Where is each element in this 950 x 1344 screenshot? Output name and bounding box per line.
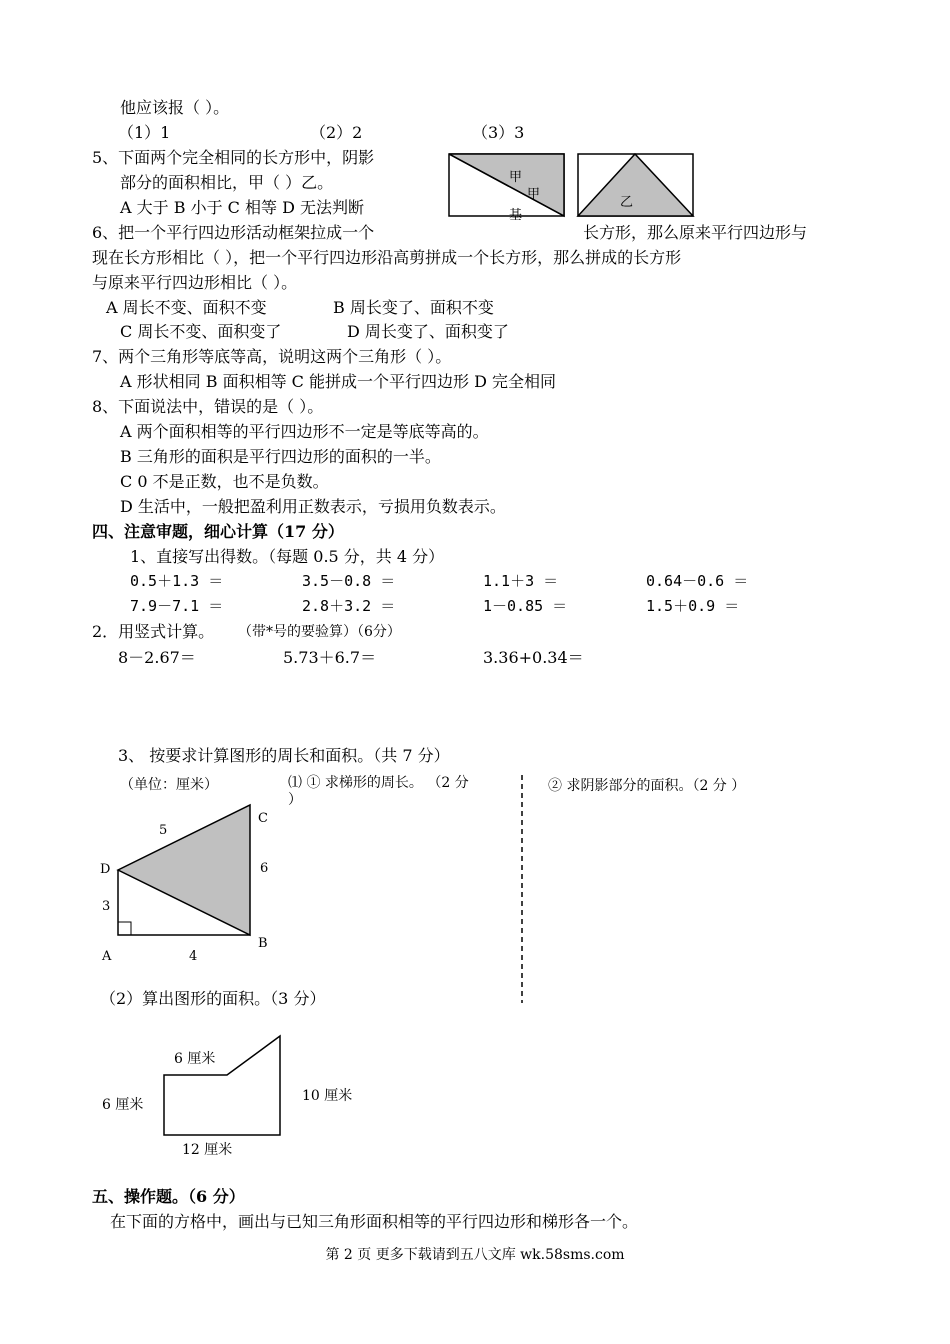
- q4-tail-line: 他应该报（ ）。: [120, 98, 230, 117]
- s4-part2-title: 2．用竖式计算。: [92, 622, 215, 641]
- q6-line-1b: 长方形，那么原来平行四边形与: [583, 223, 808, 242]
- trap-side-3: 3: [102, 899, 111, 914]
- q6-line-2: 现在长方形相比（ ），把一个平行四边形沿高剪拼成一个长方形，那么拼成的长方形: [92, 248, 682, 267]
- q6-option-d: D 周长变了、面积变了: [347, 322, 509, 341]
- q5-rectangle-yi: [578, 154, 693, 216]
- trap-label-c: C: [258, 811, 268, 826]
- q6-line-3: 与原来平行四边形相比（ ）。: [92, 273, 298, 292]
- s4-part3a-line1: ⑴ ① 求梯形的周长。 （2 分: [288, 775, 469, 791]
- q8-option-d: D 生活中，一般把盈利用正数表示，亏损用负数表示。: [120, 497, 506, 516]
- trapezoid-figure: [118, 805, 250, 935]
- q4-option-1: （1）1: [118, 123, 171, 142]
- q6-line-1a: 6、把一个平行四边形活动框架拉成一个: [92, 223, 375, 242]
- calc-r1-c4: 0.64－0.6 ＝: [646, 572, 749, 590]
- s4-part2-note: （带*号的要验算）（6分）: [238, 624, 401, 640]
- q5-label-jia-1: 甲: [509, 170, 523, 185]
- q5-options: A 大于 B 小于 C 相等 D 无法判断: [120, 198, 364, 217]
- calc-r2-c1: 7.9－7.1 ＝: [130, 597, 224, 615]
- q4-option-2: （2）2: [310, 123, 363, 142]
- trap-side-4: 4: [189, 949, 198, 964]
- vertical-calc-3: 3.36+0.34＝: [483, 648, 584, 667]
- fig2-top-label: 6 厘米: [174, 1051, 216, 1067]
- q4-option-3: （3）3: [472, 123, 525, 142]
- q5-label-jia-2: 甲: [527, 187, 541, 202]
- page-footer: 第 2 页 更多下载请到五八文库 wk.58sms.com: [325, 1247, 625, 1263]
- calc-r2-c4: 1.5＋0.9 ＝: [646, 597, 740, 615]
- q5-label-yi: 乙: [620, 195, 634, 210]
- trap-side-5: 5: [159, 823, 168, 838]
- q8-option-a: A 两个面积相等的平行四边形不一定是等底等高的。: [120, 422, 489, 441]
- q6-option-b: B 周长变了、面积不变: [333, 298, 494, 317]
- vertical-calc-2: 5.73＋6.7＝: [283, 648, 377, 667]
- section-5-title: 五、操作题。（6 分）: [92, 1187, 245, 1206]
- q5-line-1: 5、下面两个完全相同的长方形中，阴影: [92, 148, 375, 167]
- q6-option-a: A 周长不变、面积不变: [106, 298, 267, 317]
- q5-label-ji: 基: [509, 208, 523, 223]
- calc-r1-c1: 0.5＋1.3 ＝: [130, 572, 224, 590]
- fig2-left-label: 6 厘米: [102, 1097, 144, 1113]
- calc-r1-c3: 1.1＋3 ＝: [483, 572, 559, 590]
- fig2-right-label: 10 厘米: [302, 1088, 353, 1104]
- trap-label-a: A: [102, 949, 112, 964]
- trap-side-6: 6: [260, 861, 269, 876]
- vertical-calc-1: 8－2.67＝: [118, 648, 196, 667]
- calc-r2-c2: 2.8＋3.2 ＝: [302, 597, 396, 615]
- section-5-text: 在下面的方格中，画出与已知三角形面积相等的平行四边形和梯形各一个。: [110, 1212, 639, 1231]
- q7-line: 7、两个三角形等底等高，说明这两个三角形（ ）。: [92, 347, 452, 366]
- s4-part3b: ② 求阴影部分的面积。（2 分 ）: [548, 778, 746, 794]
- s4-part3-title: 3、 按要求计算图形的周长和面积。（共 7 分）: [118, 746, 450, 765]
- s4-part3c: （2）算出图形的面积。（3 分）: [100, 989, 326, 1008]
- q5-line-2: 部分的面积相比，甲（ ）乙。: [120, 173, 334, 192]
- s4-part3a-line2: ）: [288, 792, 302, 808]
- q6-option-c: C 周长不变、面积变了: [120, 322, 282, 341]
- fig2-bottom-label: 12 厘米: [182, 1142, 233, 1158]
- unit-note: （单位：厘米）: [120, 777, 218, 793]
- trap-label-d: D: [100, 862, 111, 877]
- q8-option-b: B 三角形的面积是平行四边形的面积的一半。: [120, 447, 441, 466]
- calc-r1-c2: 3.5－0.8 ＝: [302, 572, 396, 590]
- calc-r2-c3: 1－0.85 ＝: [483, 597, 568, 615]
- section-4-title: 四、注意审题，细心计算（17 分）: [92, 522, 344, 541]
- trap-label-b: B: [258, 936, 268, 951]
- q7-options: A 形状相同 B 面积相等 C 能拼成一个平行四边形 D 完全相同: [120, 372, 556, 391]
- q5-rectangle-jia: [449, 154, 564, 216]
- q8-line: 8、下面说法中，错误的是（ ）。: [92, 397, 324, 416]
- s4-part1-title: 1、直接写出得数。（每题 0.5 分，共 4 分）: [130, 547, 445, 566]
- q8-option-c: C 0 不是正数，也不是负数。: [120, 472, 329, 491]
